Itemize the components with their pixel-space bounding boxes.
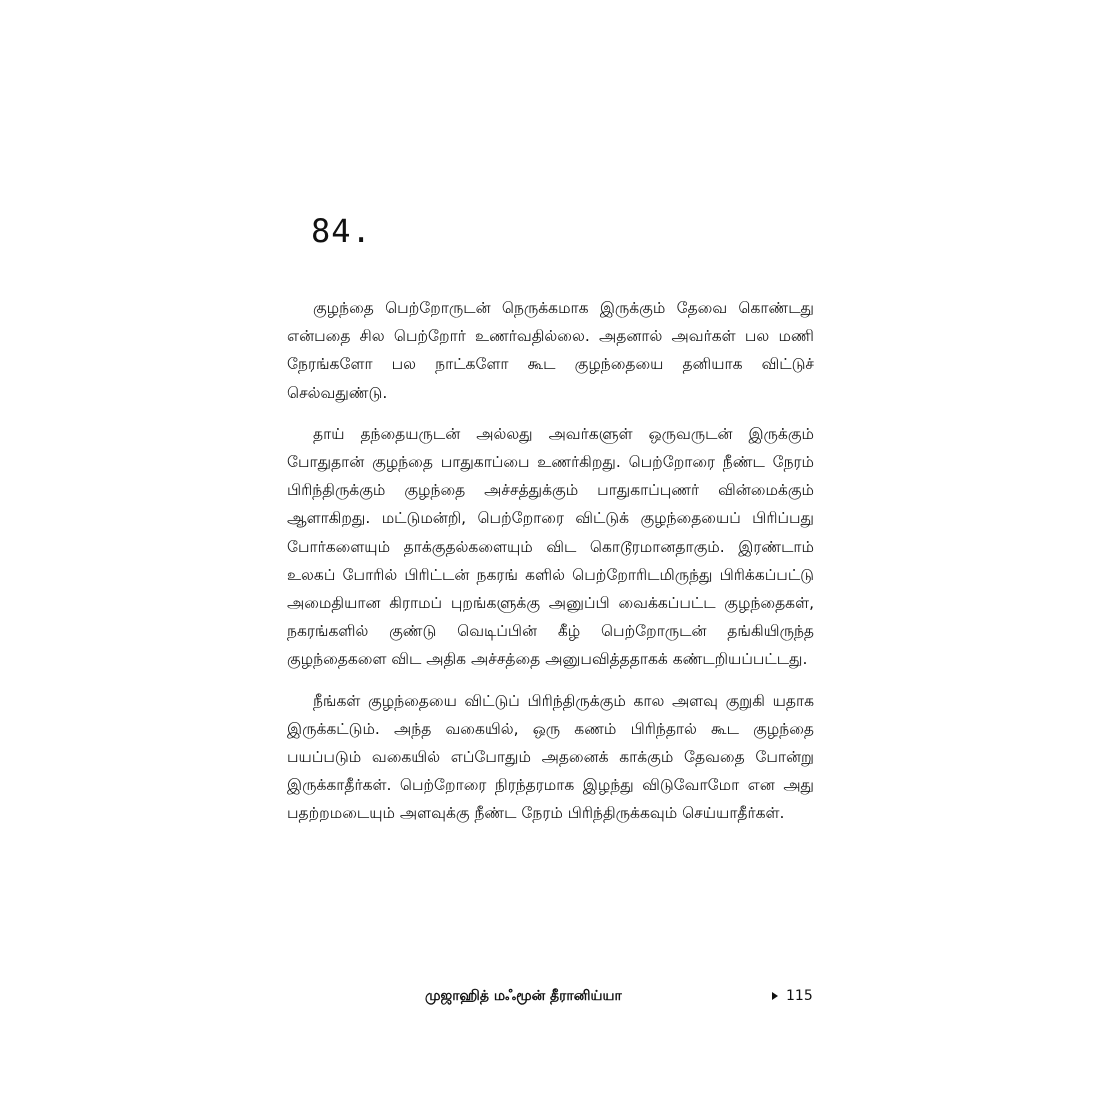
chapter-number: 84. — [311, 212, 372, 250]
triangle-right-icon — [772, 992, 778, 1000]
body-text — [287, 294, 814, 841]
page-number: 115 — [786, 988, 813, 1004]
paragraph-2: தாய் தந்தையருடன் அல்லது அவர்களுள் ஒருவருடன் இருக்கும் போதுதான் குழந்தை பாதுகாப்பை உணர்கிறது. பெற்றோரை நீண்ட நேரம் பிரிந்திருக்கும் குழந்தை அச்சத்துக்கும் பாதுகாப்புணர் வின்மைக்கும் ஆளாகிறது. மட்டுமன்றி, பெற்றோரை விட்டுக் குழந்தையைப் பிரிப்பது போர்களையும் தாக்குதல்களையும் விட கொடூரமானதாகும். இரண்டாம் உலகப் போரில் பிரிட்டன் நகரங் களில் பெற்றோரிடமிருந்து பிரிக்கப்பட்டு அமைதியான கிராமப் புறங்களுக்கு அனுப்பி வைக்கப்பட்ட குழந்தைகள், நகரங்களில் குண்டு வெடிப்பின் கீழ் பெற்றோருடன் தங்கியிருந்த குழந்தைகளை விட அதிக அச்சத்தை அனுபவித்ததாகக் கண்டறியப்பட்டது. — [287, 424, 814, 669]
footer-page-indicator — [772, 988, 813, 1004]
paragraph-1: குழந்தை பெற்றோருடன் நெருக்கமாக இருக்கும் தேவை கொண்டது என்பதை சில பெற்றோர் உணர்வதில்லை. அதனால் அவர்கள் பல மணி நேரங்களோ பல நாட்களோ கூட குழந்தையை தனியாக விட்டுச் செல்வதுண்டு. — [287, 299, 814, 402]
paragraph-3: நீங்கள் குழந்தையை விட்டுப் பிரிந்திருக்கும் கால அளவு குறுகி யதாக இருக்கட்டும். அந்த வகையில், ஒரு கணம் பிரிந்தால் கூட குழந்தை பயப்படும் வகையில் எப்போதும் அதனைக் காக்கும் தேவதை போன்று இருக்காதீர்கள். பெற்றோரை நிரந்தரமாக இழந்து விடுவோமோ என அது பதற்றமடையும் அளவுக்கு நீண்ட நேரம் பிரிந்திருக்கவும் செய்யாதீர்கள். — [287, 691, 814, 823]
footer-author: முஜாஹித் மஃமூன் தீரானிய்யா — [425, 988, 622, 1004]
